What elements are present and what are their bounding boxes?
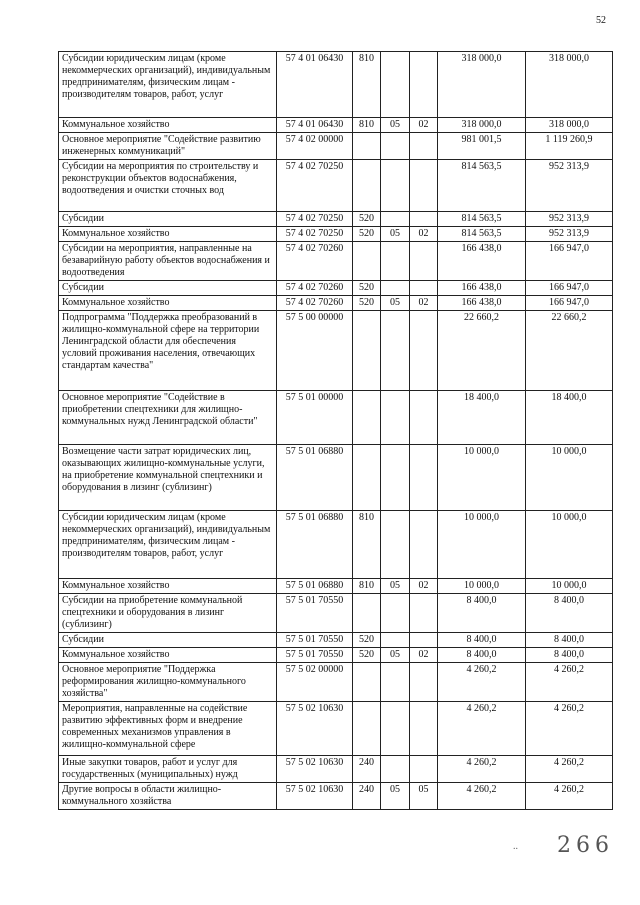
target-article-code: 57 4 01 06430 xyxy=(277,52,353,118)
amount-year-1: 814 563,5 xyxy=(438,160,526,212)
subsection-code xyxy=(410,445,438,511)
subsection-code xyxy=(410,391,438,445)
subsection-code: 02 xyxy=(410,648,438,663)
margin-mark: .. xyxy=(513,841,518,852)
section-code: 05 xyxy=(381,118,410,133)
amount-year-1: 814 563,5 xyxy=(438,227,526,242)
row-name: Коммунальное хозяйство xyxy=(59,227,277,242)
row-name: Другие вопросы в области жилищно-коммунального хозяйства xyxy=(59,783,277,810)
amount-year-2: 4 260,2 xyxy=(526,702,613,756)
amount-year-1: 4 260,2 xyxy=(438,783,526,810)
target-article-code: 57 4 02 70250 xyxy=(277,227,353,242)
section-code xyxy=(381,242,410,281)
expense-type-code xyxy=(353,702,381,756)
section-code: 05 xyxy=(381,227,410,242)
expense-type-code xyxy=(353,242,381,281)
row-name: Субсидии юридическим лицам (кроме некоммерческих организаций), индивидуальным предпринимателям, физическим лицам - производителям товаров, работ, услуг xyxy=(59,52,277,118)
expense-type-code: 520 xyxy=(353,633,381,648)
row-name: Основное мероприятие "Содействие в приобретении спецтехники для жилищно-коммунальных нужд Ленинградской области" xyxy=(59,391,277,445)
handwritten-page-stamp: 266 xyxy=(557,833,614,858)
section-code: 05 xyxy=(381,296,410,311)
amount-year-2: 10 000,0 xyxy=(526,511,613,579)
table-row xyxy=(59,227,613,242)
section-code xyxy=(381,281,410,296)
row-name: Подпрограмма "Поддержка преобразований в жилищно-коммунальной сфере на территории Ленинградской области для обеспечения условий проживания населения, отвечающих стандартам качества" xyxy=(59,311,277,391)
section-code xyxy=(381,160,410,212)
amount-year-2: 166 947,0 xyxy=(526,296,613,311)
amount-year-1: 8 400,0 xyxy=(438,594,526,633)
table-row xyxy=(59,756,613,783)
subsection-code xyxy=(410,311,438,391)
section-code xyxy=(381,133,410,160)
table-row xyxy=(59,702,613,756)
expense-type-code: 810 xyxy=(353,579,381,594)
table-row xyxy=(59,160,613,212)
amount-year-1: 10 000,0 xyxy=(438,579,526,594)
page-number: 52 xyxy=(596,15,606,26)
amount-year-2: 4 260,2 xyxy=(526,756,613,783)
row-name: Основное мероприятие "Поддержка реформирования жилищно-коммунального хозяйства" xyxy=(59,663,277,702)
section-code xyxy=(381,756,410,783)
section-code: 05 xyxy=(381,783,410,810)
section-code xyxy=(381,663,410,702)
row-name: Мероприятия, направленные на содействие развитию эффективных форм и внедрение современных механизмов управления в жилищно-коммунальной сфере xyxy=(59,702,277,756)
table-row xyxy=(59,511,613,579)
target-article-code: 57 5 01 06880 xyxy=(277,579,353,594)
row-name: Субсидии юридическим лицам (кроме некоммерческих организаций), индивидуальным предпринимателям, физическим лицам - производителям товаров, работ, услуг xyxy=(59,511,277,579)
target-article-code: 57 5 01 06880 xyxy=(277,445,353,511)
target-article-code: 57 5 01 06880 xyxy=(277,511,353,579)
table-row xyxy=(59,133,613,160)
section-code xyxy=(381,702,410,756)
subsection-code: 02 xyxy=(410,296,438,311)
subsection-code xyxy=(410,633,438,648)
amount-year-2: 952 313,9 xyxy=(526,160,613,212)
row-name: Коммунальное хозяйство xyxy=(59,648,277,663)
section-code xyxy=(381,594,410,633)
amount-year-1: 18 400,0 xyxy=(438,391,526,445)
expense-type-code: 520 xyxy=(353,648,381,663)
amount-year-1: 10 000,0 xyxy=(438,445,526,511)
amount-year-1: 814 563,5 xyxy=(438,212,526,227)
subsection-code: 02 xyxy=(410,579,438,594)
row-name: Возмещение части затрат юридических лиц, оказывающих жилищно-коммунальные услуги, на приобретение коммунальной спецтехники и оборудования в лизинг (сублизинг) xyxy=(59,445,277,511)
subsection-code: 02 xyxy=(410,118,438,133)
subsection-code xyxy=(410,756,438,783)
amount-year-1: 4 260,2 xyxy=(438,702,526,756)
expense-type-code xyxy=(353,391,381,445)
row-name: Иные закупки товаров, работ и услуг для государственных (муниципальных) нужд xyxy=(59,756,277,783)
target-article-code: 57 5 02 10630 xyxy=(277,756,353,783)
subsection-code xyxy=(410,281,438,296)
target-article-code: 57 5 01 00000 xyxy=(277,391,353,445)
section-code: 05 xyxy=(381,648,410,663)
row-name: Субсидии на мероприятия, направленные на безаварийную работу объектов водоснабжения и водоотведения xyxy=(59,242,277,281)
amount-year-2: 4 260,2 xyxy=(526,663,613,702)
section-code xyxy=(381,52,410,118)
subsection-code xyxy=(410,511,438,579)
expense-type-code xyxy=(353,445,381,511)
row-name: Субсидии на приобретение коммунальной спецтехники и оборудования в лизинг (сублизинг) xyxy=(59,594,277,633)
row-name: Субсидии xyxy=(59,212,277,227)
expense-type-code xyxy=(353,133,381,160)
table-row xyxy=(59,212,613,227)
table-row xyxy=(59,391,613,445)
amount-year-2: 1 119 260,9 xyxy=(526,133,613,160)
target-article-code: 57 5 01 70550 xyxy=(277,648,353,663)
target-article-code: 57 4 02 70260 xyxy=(277,281,353,296)
target-article-code: 57 4 01 06430 xyxy=(277,118,353,133)
amount-year-1: 166 438,0 xyxy=(438,296,526,311)
amount-year-2: 18 400,0 xyxy=(526,391,613,445)
table-row xyxy=(59,594,613,633)
amount-year-2: 318 000,0 xyxy=(526,52,613,118)
subsection-code xyxy=(410,242,438,281)
subsection-code: 02 xyxy=(410,227,438,242)
target-article-code: 57 5 01 70550 xyxy=(277,594,353,633)
amount-year-1: 318 000,0 xyxy=(438,118,526,133)
section-code xyxy=(381,511,410,579)
section-code xyxy=(381,445,410,511)
target-article-code: 57 5 02 10630 xyxy=(277,702,353,756)
table-row xyxy=(59,783,613,810)
subsection-code xyxy=(410,594,438,633)
section-code xyxy=(381,311,410,391)
amount-year-2: 952 313,9 xyxy=(526,212,613,227)
target-article-code: 57 5 02 10630 xyxy=(277,783,353,810)
expense-type-code: 810 xyxy=(353,118,381,133)
amount-year-1: 166 438,0 xyxy=(438,281,526,296)
subsection-code xyxy=(410,133,438,160)
row-name: Коммунальное хозяйство xyxy=(59,118,277,133)
row-name: Основное мероприятие "Содействие развитию инженерных коммуникаций" xyxy=(59,133,277,160)
target-article-code: 57 4 02 00000 xyxy=(277,133,353,160)
subsection-code: 05 xyxy=(410,783,438,810)
target-article-code: 57 5 00 00000 xyxy=(277,311,353,391)
expense-type-code: 520 xyxy=(353,227,381,242)
target-article-code: 57 4 02 70260 xyxy=(277,296,353,311)
table-row xyxy=(59,296,613,311)
expense-type-code: 520 xyxy=(353,296,381,311)
table-row xyxy=(59,311,613,391)
amount-year-2: 166 947,0 xyxy=(526,281,613,296)
section-code: 05 xyxy=(381,579,410,594)
amount-year-1: 8 400,0 xyxy=(438,648,526,663)
amount-year-1: 166 438,0 xyxy=(438,242,526,281)
table-row xyxy=(59,242,613,281)
amount-year-2: 10 000,0 xyxy=(526,579,613,594)
target-article-code: 57 4 02 70250 xyxy=(277,160,353,212)
expense-type-code: 240 xyxy=(353,756,381,783)
table-row xyxy=(59,663,613,702)
table-row xyxy=(59,52,613,118)
expense-type-code: 520 xyxy=(353,212,381,227)
amount-year-2: 166 947,0 xyxy=(526,242,613,281)
row-name: Коммунальное хозяйство xyxy=(59,296,277,311)
subsection-code xyxy=(410,52,438,118)
subsection-code xyxy=(410,702,438,756)
table-row xyxy=(59,281,613,296)
target-article-code: 57 4 02 70260 xyxy=(277,242,353,281)
amount-year-2: 952 313,9 xyxy=(526,227,613,242)
amount-year-2: 10 000,0 xyxy=(526,445,613,511)
subsection-code xyxy=(410,663,438,702)
table-row xyxy=(59,445,613,511)
expense-type-code: 240 xyxy=(353,783,381,810)
row-name: Коммунальное хозяйство xyxy=(59,579,277,594)
expense-type-code: 810 xyxy=(353,52,381,118)
expense-type-code xyxy=(353,594,381,633)
table-row xyxy=(59,633,613,648)
table-row xyxy=(59,648,613,663)
table-row xyxy=(59,118,613,133)
amount-year-1: 22 660,2 xyxy=(438,311,526,391)
expense-type-code: 520 xyxy=(353,281,381,296)
amount-year-2: 8 400,0 xyxy=(526,633,613,648)
amount-year-2: 318 000,0 xyxy=(526,118,613,133)
section-code xyxy=(381,391,410,445)
amount-year-1: 4 260,2 xyxy=(438,663,526,702)
amount-year-1: 8 400,0 xyxy=(438,633,526,648)
section-code xyxy=(381,633,410,648)
amount-year-1: 4 260,2 xyxy=(438,756,526,783)
row-name: Субсидии на мероприятия по строительству и реконструкции объектов водоснабжения, водоотведения и очистки сточных вод xyxy=(59,160,277,212)
amount-year-1: 981 001,5 xyxy=(438,133,526,160)
expense-type-code xyxy=(353,160,381,212)
target-article-code: 57 4 02 70250 xyxy=(277,212,353,227)
target-article-code: 57 5 01 70550 xyxy=(277,633,353,648)
amount-year-2: 22 660,2 xyxy=(526,311,613,391)
expense-type-code xyxy=(353,663,381,702)
section-code xyxy=(381,212,410,227)
amount-year-2: 4 260,2 xyxy=(526,783,613,810)
amount-year-2: 8 400,0 xyxy=(526,594,613,633)
budget-table xyxy=(58,51,613,810)
amount-year-2: 8 400,0 xyxy=(526,648,613,663)
subsection-code xyxy=(410,212,438,227)
table-row xyxy=(59,579,613,594)
row-name: Субсидии xyxy=(59,281,277,296)
row-name: Субсидии xyxy=(59,633,277,648)
subsection-code xyxy=(410,160,438,212)
expense-type-code: 810 xyxy=(353,511,381,579)
amount-year-1: 10 000,0 xyxy=(438,511,526,579)
expense-type-code xyxy=(353,311,381,391)
amount-year-1: 318 000,0 xyxy=(438,52,526,118)
target-article-code: 57 5 02 00000 xyxy=(277,663,353,702)
